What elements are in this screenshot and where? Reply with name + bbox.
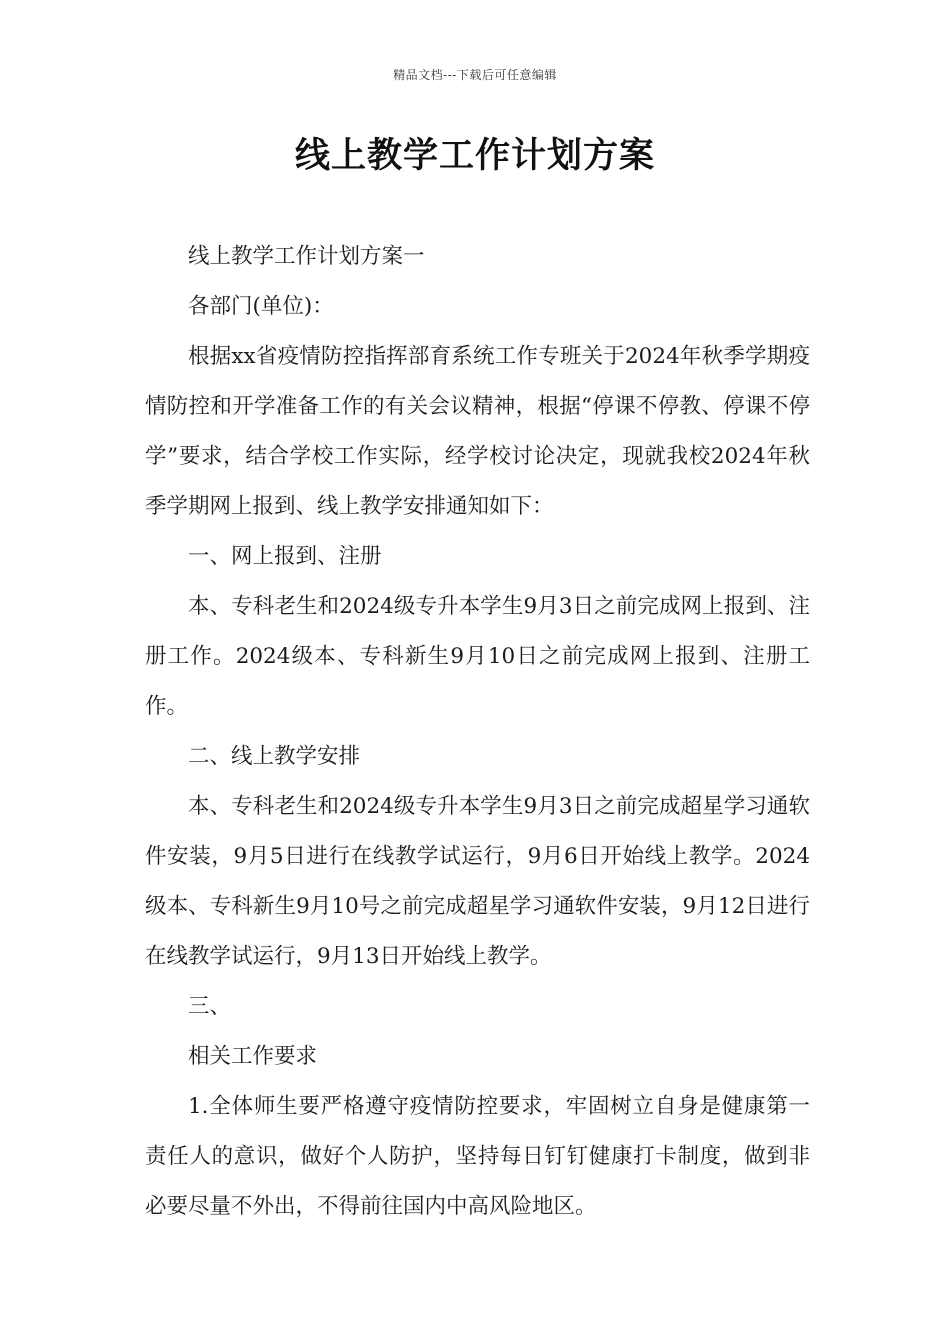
- subtitle-paragraph: 线上教学工作计划方案一: [188, 244, 425, 269]
- section-heading-1: 一、网上报到、注册: [188, 544, 382, 569]
- section-heading-2: 二、线上教学安排: [188, 744, 361, 769]
- salutation-paragraph: 各部门(单位)：: [188, 294, 334, 319]
- section-1-paragraph: 本、专科老生和2024级专升本学生9月3日之前完成网上报到、注册工作。2024级本、专科新生9月10日之前完成网上报到、注册工作。: [145, 594, 810, 719]
- section-heading-3-title: 相关工作要求: [188, 1044, 318, 1069]
- requirement-paragraph-1: 1.全体师生要严格遵守疫情防控要求，牢固树立自身是健康第一责任人的意识，做好个人防护，坚持每日钉钉健康打卡制度，做到非必要尽量不外出，不得前往国内中高风险地区。: [145, 1094, 810, 1219]
- header-note: 精品文档---下载后可任意编辑: [393, 68, 557, 82]
- document-title: 线上教学工作计划方案: [294, 135, 655, 176]
- intro-paragraph: 根据xx省疫情防控指挥部育系统工作专班关于2024年秋季学期疫情防控和开学准备工作的有关会议精神，根据“停课不停教、停课不停学”要求，结合学校工作实际，经学校讨论决定，现就我校2024年秋季学期网上报到、线上教学安排通知如下：: [145, 344, 810, 519]
- section-heading-3: 三、: [188, 994, 232, 1019]
- document-body: [145, 232, 810, 1232]
- section-2-paragraph: 本、专科老生和2024级专升本学生9月3日之前完成超星学习通软件安装，9月5日进行在线教学试运行，9月6日开始线上教学。2024级本、专科新生9月10号之前完成超星学习通软件安装，9月12日进行在线教学试运行，9月13日开始线上教学。: [145, 794, 810, 969]
